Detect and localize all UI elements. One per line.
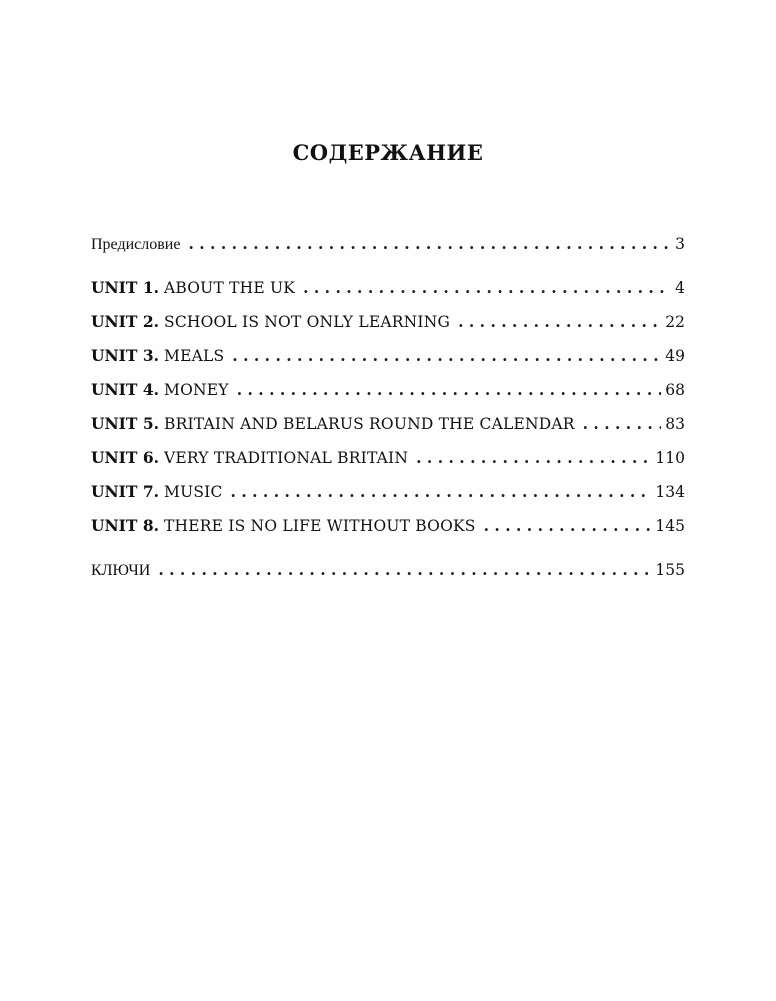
dot-leader <box>237 379 662 401</box>
toc-page-number: 110 <box>655 449 685 467</box>
toc-page-number: 134 <box>655 483 685 501</box>
toc-page-number: 68 <box>665 381 685 399</box>
toc-entry-preface[interactable] <box>91 233 685 255</box>
toc-entry-unit-8[interactable] <box>91 515 685 537</box>
page-title: СОДЕРЖАНИЕ <box>292 140 484 165</box>
toc-unit-number: UNIT 7. <box>91 482 160 501</box>
toc-entry-name: MEALS <box>164 347 225 365</box>
toc-entry-unit-4[interactable] <box>91 379 685 401</box>
dot-leader <box>188 233 671 255</box>
toc-page-number: 3 <box>675 235 685 253</box>
toc-entry-name: MUSIC <box>164 483 223 501</box>
toc-entry-unit-3[interactable] <box>91 345 685 367</box>
toc-unit-number: UNIT 2. <box>91 312 160 331</box>
dot-leader <box>232 345 661 367</box>
dot-leader <box>303 277 671 299</box>
dot-leader <box>231 481 652 503</box>
toc-unit-number: UNIT 1. <box>91 278 160 297</box>
toc-entry-unit-2[interactable] <box>91 311 685 333</box>
toc-entry-unit-1[interactable] <box>91 277 685 299</box>
toc-unit-number: UNIT 6. <box>91 448 160 467</box>
toc-entry-name: ABOUT THE UK <box>164 279 296 297</box>
toc-page-number: 22 <box>665 313 685 331</box>
toc-unit-number: UNIT 4. <box>91 380 160 399</box>
toc-unit-number: UNIT 8. <box>91 516 160 535</box>
toc-entry-name: MONEY <box>164 381 229 399</box>
dot-leader <box>484 515 652 537</box>
toc-page-number: 155 <box>655 561 685 579</box>
dot-leader <box>458 311 661 333</box>
toc-unit-number: UNIT 3. <box>91 346 160 365</box>
toc-entry-name: КЛЮЧИ <box>91 562 151 579</box>
toc-page-number: 83 <box>665 415 685 433</box>
toc-entry-name: THERE IS NO LIFE WITHOUT BOOKS <box>164 517 476 535</box>
toc-entry-name: VERY TRADITIONAL BRITAIN <box>164 449 409 467</box>
toc-unit-number: UNIT 5. <box>91 414 160 433</box>
toc-page-number: 4 <box>675 279 685 297</box>
toc-entry-unit-6[interactable] <box>91 447 685 469</box>
toc-page-number: 49 <box>665 347 685 365</box>
toc-entry-unit-5[interactable] <box>91 413 685 435</box>
toc-entry-unit-7[interactable] <box>91 481 685 503</box>
toc-entry-name: SCHOOL IS NOT ONLY LEARNING <box>164 313 451 331</box>
toc-entry-keys[interactable] <box>91 559 685 581</box>
toc-entry-name: BRITAIN AND BELARUS ROUND THE CALENDAR <box>164 415 575 433</box>
dot-leader <box>158 559 651 581</box>
dot-leader <box>416 447 651 469</box>
toc-page-number: 145 <box>655 517 685 535</box>
toc-entry-name: Предисловие <box>91 236 181 253</box>
dot-leader <box>583 413 662 435</box>
